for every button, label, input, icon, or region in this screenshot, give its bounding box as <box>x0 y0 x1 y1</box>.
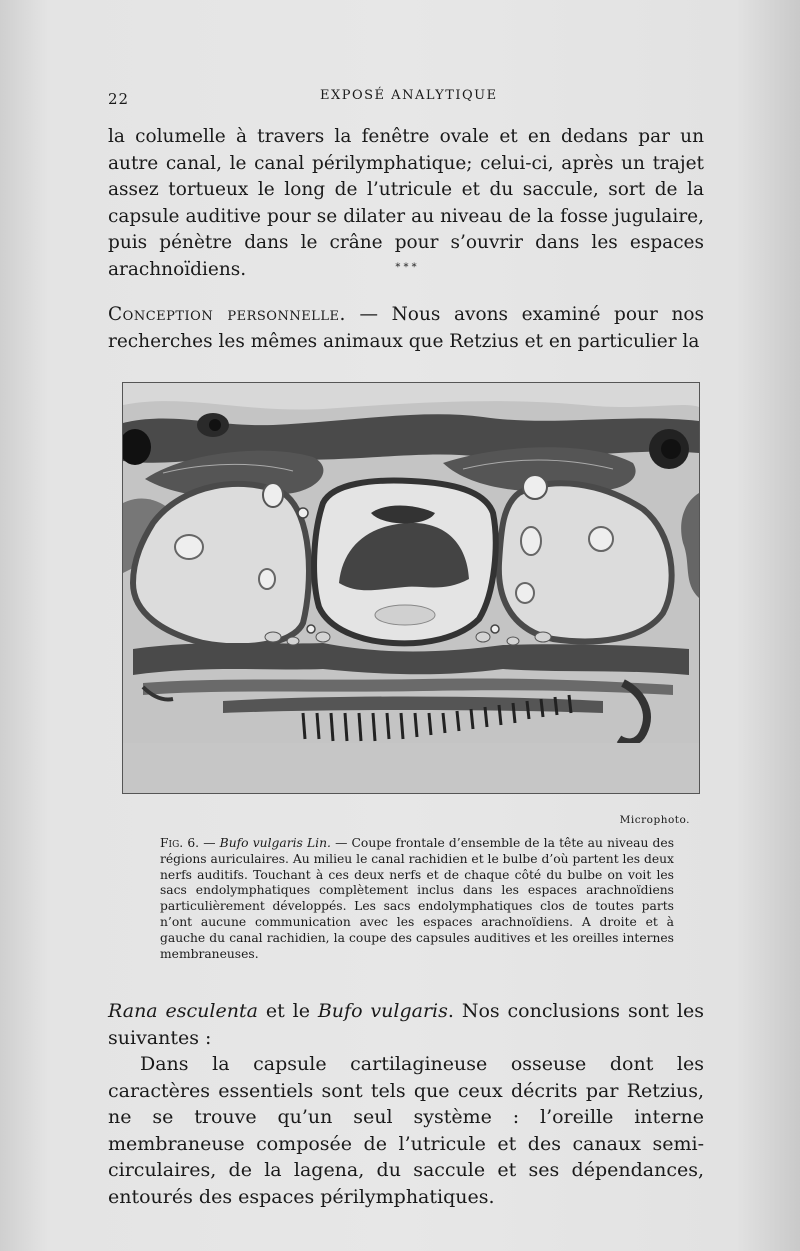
figure-caption-text: — Coupe frontale d’ensemble de la tête au niveau des régions auriculaires. Au milieu le canal rachidien et le bulbe d’où partent les deux nerfs auditifs. Touchant à ces deux nerfs et de chaque côté du bulbe on voit les sacs endolymphatiques complètement inclus dans les espaces arachnoïdiens particulièrement développés. Les sacs endolymphatiques clos de toutes parts n’ont aucune communication avec les espaces arachnoïdiens. A droite et à gauche du canal rachidien, la coupe des capsules auditives et les oreilles internes membraneuses. <box>160 836 675 961</box>
section-separator: * * * <box>395 262 417 273</box>
figure-caption: Fig. 6. — Bufo vulgaris Lin. — Coupe frontale d’ensemble de la tête au niveau des régions auriculaires. Au milieu le canal rachidien et le bulbe d’où partent les deux nerfs auditifs. Touchant à ces deux nerfs et de chaque côté du bulbe on voit les sacs endolymphatiques complètement inclus dans les espaces arachnoïdiens particulièrement développés. Les sacs endolymphatiques clos de toutes parts n’ont aucune communication avec les espaces arachnoïdiens. A droite et à gauche du canal rachidien, la coupe des capsules auditives et les oreilles internes membraneuses. <box>160 836 675 961</box>
paragraph-concept-text: — Nous avons examiné pour nos recherches les mêmes animaux que Retzius et en particulier la <box>108 304 704 352</box>
species-bufo: Bufo vulgaris <box>317 1000 448 1022</box>
page-number: 22 <box>108 90 130 108</box>
paragraph-top: la columelle à travers la fenêtre ovale et en dedans par un autre canal, le canal périlymphatique; celui-ci, après un trajet assez tortueux le long de l’utricule et du saccule, sort de la capsule auditive pour se dilater au niveau de la fosse jugulaire, puis pénètre dans le crâne pour s’ouvrir dans les espaces arachnoïdiens. <box>108 126 704 280</box>
figure-species: Bufo vulgaris Lin. <box>219 836 331 850</box>
page-header <box>108 86 708 110</box>
species-rana: Rana esculenta <box>108 1000 258 1022</box>
running-title: EXPOSÉ ANALYTIQUE <box>320 88 498 103</box>
micrograph-image <box>123 383 699 793</box>
paragraph-bottom-text3: Dans la capsule cartilagineuse osseuse dont les caractères essentiels sont tels que ceux décrits par Retzius, ne se trouve qu’un seul système : l’oreille interne membraneuse composée de l’utricule et des canaux semi-circulaires, de la lagena, du saccule et ses dépendances, entourés des espaces périlymphatiques. <box>108 1053 704 1208</box>
paragraph-bottom-text1: et le <box>257 1000 318 1022</box>
figure-credit: Microphoto. <box>619 814 690 826</box>
section-heading: Conception personnelle. <box>108 304 346 325</box>
micrograph-figure <box>122 382 700 794</box>
paragraph-concept <box>108 302 704 355</box>
paragraph-bottom-text2: . Nos conclusions sont les suivantes : <box>108 1000 704 1049</box>
paragraph-bottom <box>108 998 704 1210</box>
figure-label: Fig. 6. <box>160 836 200 850</box>
